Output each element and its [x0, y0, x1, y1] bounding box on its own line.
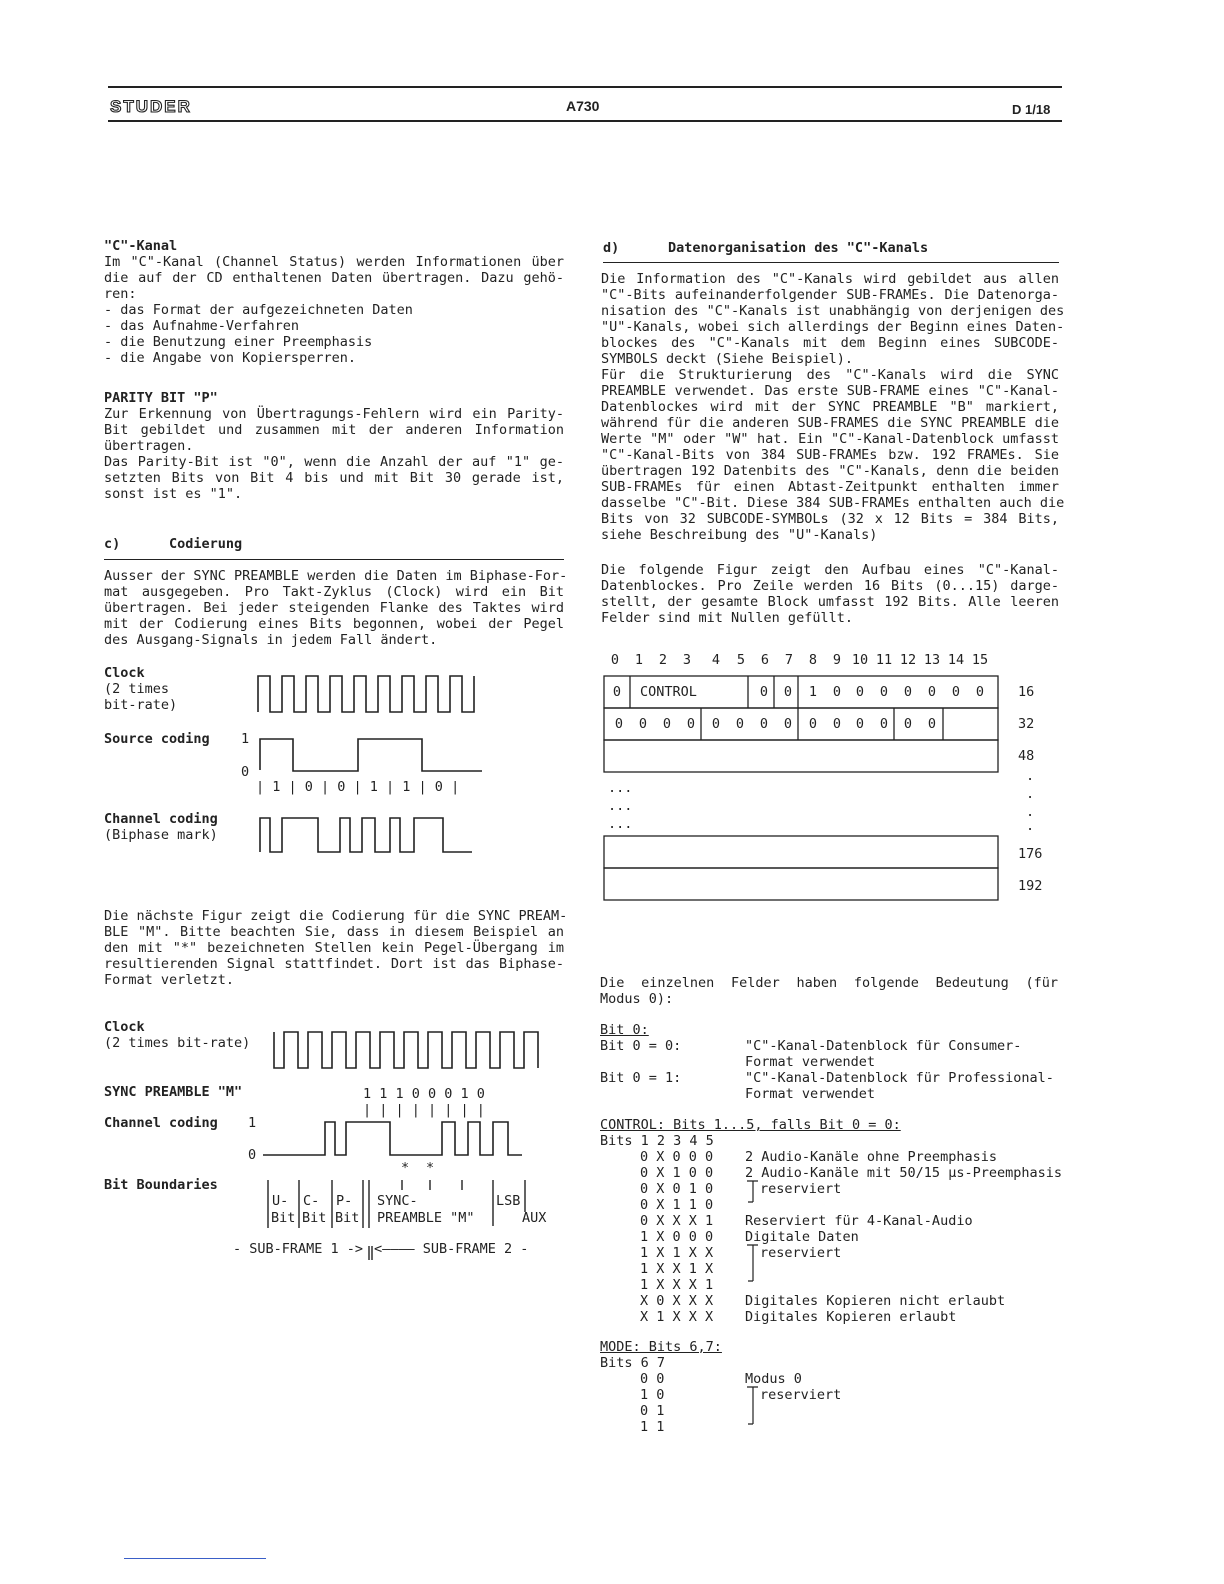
control-title: CONTROL: Bits 1...5, falls Bit 0 = 0:	[600, 1117, 901, 1133]
fig1-clock-sub2: bit-rate)	[104, 697, 178, 713]
parity-title: PARITY BIT "P"	[104, 390, 218, 406]
row2-bit28: 0	[903, 716, 913, 732]
text-line: ren:	[104, 286, 137, 302]
control-desc	[745, 1277, 1062, 1293]
row-label-48: 48	[1018, 748, 1035, 764]
text-line: die auf der CD enthaltenen Daten übertragen. Dazu gehö-	[104, 270, 564, 286]
col-number: 7	[784, 652, 794, 668]
header-bottom-rule	[108, 120, 1062, 122]
text-line: Ausser der SYNC PREAMBLE werden die Daten im Biphase-For-	[104, 568, 568, 584]
text-line: Die einzelnen Felder haben folgende Bedeutung (für	[600, 975, 1058, 991]
section-d-rule	[603, 262, 1059, 263]
text-line: SUB-FRAMEs für einen Abtast-Zeitpunkt enthalten immer	[601, 479, 1059, 495]
mode-reserved-bracket	[744, 1382, 764, 1432]
biphase-coding-figure	[100, 658, 570, 868]
row2-bit20: 0	[711, 716, 721, 732]
column-numbers	[611, 652, 988, 668]
col-number: 0	[610, 652, 620, 668]
text-line: Modus 0):	[600, 991, 674, 1007]
mode-desc: Modus 0	[745, 1371, 802, 1387]
fig2-boundaries-label: Bit Boundaries	[104, 1177, 218, 1193]
text-line: Werte "M" oder "W" hat. Ein "C"-Kanal-Datenblock umfasst	[601, 431, 1059, 447]
control-desc: 2 Audio-Kanäle ohne Preemphasis	[745, 1149, 997, 1165]
footer-rule	[124, 1558, 266, 1559]
row1-bit7: 0	[783, 684, 793, 700]
text-line: Datenblockes wird mit der SYNC PREAMBLE "B" markiert,	[601, 399, 1059, 415]
ckanal-title: "C"-Kanal	[104, 238, 178, 254]
control-bits: X 0 X X X	[640, 1293, 714, 1309]
fig2-sync-word: SYNC-	[377, 1193, 418, 1209]
fig2-subframe1: - SUB-FRAME 1 ->	[233, 1241, 364, 1257]
text-line: "C"-Kanal-Bits von 384 SUB-FRAMEs bzw. 192 FRAMEs. Sie	[601, 447, 1059, 463]
col-number: 4	[711, 652, 721, 668]
row1-bit0: 0	[612, 684, 622, 700]
bit0-key-1: Bit 0 = 1:	[600, 1070, 682, 1086]
col-number: 5	[736, 652, 746, 668]
row1-bit8: 1	[808, 684, 818, 700]
section-c-letter: c)	[104, 536, 121, 552]
control-desc-list	[745, 1149, 1062, 1325]
col-number: 3	[682, 652, 692, 668]
fig2-star-1: *	[401, 1160, 410, 1176]
fig2-lsb: LSB	[496, 1193, 521, 1209]
text-line: blockes des "C"-Kanals mit dem Beginn eines SUBCODE-	[601, 335, 1059, 351]
text-line: sonst ist es "1".	[104, 486, 243, 502]
control-desc: 2 Audio-Kanäle mit 50/15 µs-Preemphasis	[745, 1165, 1062, 1181]
bit0-val-1b: Format verwendet	[745, 1086, 876, 1102]
row1-bit11: 0	[879, 684, 889, 700]
fig2-p-label: P-	[336, 1193, 353, 1209]
text-line: während für die anderen SUB-FRAMES die SYNC PREAMBLE die	[601, 415, 1059, 431]
col-number: 6	[760, 652, 770, 668]
c-channel-block-table	[596, 646, 1066, 906]
text-line: mit der Codierung eines Bits begonnen, wobei der Pegel	[104, 616, 564, 632]
figure-intro-paragraph	[601, 562, 1059, 626]
text-line: mat ausgegeben. Pro Takt-Zyklus (Clock) wird ein Bit	[104, 584, 564, 600]
control-bits: 0 X 1 0 0	[640, 1165, 714, 1181]
page-number: D 1/18	[1012, 102, 1051, 117]
control-desc	[745, 1261, 1062, 1277]
col-number: 15	[971, 652, 989, 668]
fig2-p-bit: Bit	[335, 1210, 360, 1226]
ckanal-paragraph	[104, 254, 564, 366]
text-line: Datenblockes. Pro Zeile werden 16 Bits (0...15) darge-	[601, 578, 1059, 594]
row1-bit9: 0	[832, 684, 842, 700]
control-reserved-brackets	[744, 1176, 764, 1326]
text-line: PREAMBLE verwendet. Das erste SUB-FRAME eines "C"-Kanal-	[601, 383, 1059, 399]
text-line: - die Angabe von Kopiersperren.	[104, 350, 356, 366]
bit0-key-0: Bit 0 = 0:	[600, 1038, 682, 1054]
fig2-level0: 0	[248, 1147, 257, 1163]
col-number: 1	[634, 652, 644, 668]
text-line: Format verletzt.	[104, 972, 235, 988]
fig1-clock-sub1: (2 times	[104, 681, 170, 697]
row2-bit16: 0	[614, 716, 624, 732]
text-line: nisation des "C"-Kanals ist unabhängig von derjenigen des	[601, 303, 1065, 319]
control-desc: reserviert	[760, 1245, 842, 1261]
row1-bit15: 0	[975, 684, 985, 700]
text-line: BLE "M". Bitte beachten Sie, dass in diesem Beispiel an	[104, 924, 564, 940]
col-number: 11	[875, 652, 893, 668]
fig2-u-bit: Bit	[271, 1210, 296, 1226]
control-bits: 0 X 1 1 0	[640, 1197, 714, 1213]
fig1-bit-values: | 1 | 0 | 0 | 1 | 1 | 0 |	[256, 779, 460, 795]
studer-logo: STUDER	[110, 97, 192, 116]
fig2-clock-label: Clock	[104, 1019, 145, 1035]
text-line: übertragen. Bei jeder steigenden Flanke des Taktes wird	[104, 600, 564, 616]
control-bits: 1 X 0 0 0	[640, 1229, 714, 1245]
section-d-title: Datenorganisation des "C"-Kanals	[668, 240, 929, 256]
col-number: 10	[851, 652, 869, 668]
row2-bit27: 0	[879, 716, 889, 732]
text-line: den mit "*" bezeichneten Stellen kein Pegel-Übergang im	[104, 940, 564, 956]
control-bits: 1 X X X 1	[640, 1277, 714, 1293]
text-line: Im "C"-Kanal (Channel Status) werden Informationen über	[104, 254, 564, 270]
text-line: dasselbe "C"-Bit. Diese 384 SUB-FRAMEs enthalten auch die	[601, 495, 1065, 511]
text-line: Zur Erkennung von Übertragungs-Fehlern wird ein Parity-	[104, 406, 564, 422]
fig1-channel-label: Channel coding	[104, 811, 218, 827]
row2-bit22: 0	[759, 716, 769, 732]
ellipsis: ...	[608, 798, 633, 814]
fig1-clock-label: Clock	[104, 665, 145, 681]
text-line: SYMBOLS deckt (Siehe Beispiel).	[601, 351, 853, 367]
control-bits: 1 X X 1 X	[640, 1261, 714, 1277]
sync-paragraph	[104, 908, 568, 988]
bit0-val-1a: "C"-Kanal-Datenblock für Professional-	[745, 1070, 1054, 1086]
meaning-paragraph	[600, 975, 1058, 1007]
text-line: übertragen.	[104, 438, 194, 454]
control-bits-list	[640, 1149, 713, 1325]
dot: .	[1026, 786, 1035, 802]
col-number: 14	[947, 652, 965, 668]
text-line: setzten Bits von Bit 4 bis und mit Bit 30 gerade ist,	[104, 470, 564, 486]
text-line: Die Information des "C"-Kanals wird gebildet aus allen	[601, 271, 1059, 287]
fig2-clock-wave	[274, 1032, 538, 1068]
control-desc: Reserviert für 4-Kanal-Audio	[745, 1213, 973, 1229]
row1-control: CONTROL	[640, 684, 697, 700]
mode-title: MODE: Bits 6,7:	[600, 1339, 722, 1355]
fig1-channel-wave	[260, 818, 472, 852]
mode-bits: 0 1	[640, 1403, 665, 1419]
text-line: stellt, der gesamte Block umfasst 192 Bits. Alle leeren	[601, 594, 1059, 610]
control-bits: 1 X 1 X X	[640, 1245, 714, 1261]
row-label-176: 176	[1018, 846, 1043, 862]
text-line: des Ausgang-Signals in jedem Fall ändert.	[104, 632, 438, 648]
mode-bits: 0 0	[640, 1371, 665, 1387]
fig2-sync-ticks: | | | | | | | |	[363, 1102, 485, 1118]
text-line: "C"-Bits aufeinanderfolgender SUB-FRAMEs. Die Datenorga-	[601, 287, 1059, 303]
ellipsis: ...	[608, 780, 633, 796]
fig2-star-2: *	[426, 1160, 435, 1176]
row2-bit18: 0	[662, 716, 672, 732]
control-desc: Digitale Daten	[745, 1229, 859, 1245]
parity-paragraph	[104, 406, 564, 502]
row2-bit17: 0	[638, 716, 648, 732]
text-line: Bits von 32 SUBCODE-SYMBOLs (32 x 12 Bits = 384 Bits,	[601, 511, 1059, 527]
fig2-level1: 1	[248, 1115, 257, 1131]
col-number: 9	[832, 652, 842, 668]
dot: .	[1026, 818, 1035, 834]
row1-bit13: 0	[927, 684, 937, 700]
control-bits: 0 X X X 1	[640, 1213, 714, 1229]
text-line: - die Benutzung einer Preemphasis	[104, 334, 373, 350]
text-line: Felder sind mit Nullen gefüllt.	[601, 610, 853, 626]
ellipsis: ...	[608, 816, 633, 832]
col-number: 13	[923, 652, 941, 668]
row2-bit29: 0	[927, 716, 937, 732]
text-line: Die folgende Figur zeigt den Aufbau eines "C"-Kanal-	[601, 562, 1059, 578]
col-number: 12	[899, 652, 917, 668]
fig1-level1: 1	[241, 731, 250, 747]
col-number: 8	[808, 652, 818, 668]
text-line: Das Parity-Bit ist "0", wenn die Anzahl der auf "1" ge-	[104, 454, 564, 470]
fig1-level0: 0	[241, 764, 250, 780]
row2-bit19: 0	[686, 716, 696, 732]
section-d-letter: d)	[603, 240, 620, 256]
control-desc: reserviert	[760, 1181, 842, 1197]
model-name: A730	[566, 98, 600, 114]
control-desc: Digitales Kopieren nicht erlaubt	[745, 1293, 1006, 1309]
row2-bit23: 0	[783, 716, 793, 732]
mode-desc: reserviert	[760, 1387, 842, 1403]
control-bits: 0 X 0 0 0	[640, 1149, 714, 1165]
row1-bit14: 0	[951, 684, 961, 700]
mode-bits: 1 1	[640, 1419, 665, 1435]
text-line: Die nächste Figur zeigt die Codierung für die SYNC PREAM-	[104, 908, 568, 924]
fig2-sync-label: SYNC PREAMBLE "M"	[104, 1084, 243, 1100]
fig2-sync-bits: 1 1 1 0 0 0 1 0	[363, 1086, 485, 1102]
row1-bit12: 0	[903, 684, 913, 700]
table-grid	[604, 676, 998, 900]
row2-bit25: 0	[832, 716, 842, 732]
fig2-aux: AUX	[522, 1210, 547, 1226]
fig1-channel-sub: (Biphase mark)	[104, 827, 218, 843]
mode-head: Bits 6 7	[600, 1355, 666, 1371]
organisation-paragraph	[601, 271, 1065, 543]
control-head: Bits 1 2 3 4 5	[600, 1133, 714, 1149]
bit0-val-0b: Format verwendet	[745, 1054, 876, 1070]
row1-bit6: 0	[759, 684, 769, 700]
control-desc: Digitales Kopieren erlaubt	[745, 1309, 957, 1325]
fig1-clock-wave	[258, 676, 474, 712]
fig2-subframe2: <———— SUB-FRAME 2 -	[374, 1241, 529, 1257]
text-line: siehe Beschreibung des "U"-Kanals)	[601, 527, 878, 543]
fig1-source-label: Source coding	[104, 731, 210, 747]
row1-bit10: 0	[855, 684, 865, 700]
col-number: 2	[658, 652, 668, 668]
bit0-title: Bit 0:	[600, 1022, 649, 1038]
fig2-channel-label: Channel coding	[104, 1115, 218, 1131]
control-bits: 0 X 0 1 0	[640, 1181, 714, 1197]
section-c-rule	[104, 559, 564, 560]
fig2-channel-wave	[263, 1122, 522, 1155]
dot: .	[1026, 804, 1035, 820]
mode-bits: 1 0	[640, 1387, 665, 1403]
text-line: Für die Strukturierung des "C"-Kanals wird die SYNC	[601, 367, 1059, 383]
control-desc	[745, 1197, 1062, 1213]
fig2-c-label: C-	[303, 1193, 320, 1209]
fig2-clock-sub: (2 times bit-rate)	[104, 1035, 251, 1051]
fig2-preamble-m: PREAMBLE "M"	[377, 1210, 475, 1226]
text-line: resultierenden Signal stattfindet. Dort ist das Biphase-	[104, 956, 564, 972]
text-line: "U"-Kanals, wobei sich allerdings der Beginn eines Daten-	[601, 319, 1065, 335]
row-label-192: 192	[1018, 878, 1043, 894]
row2-bit26: 0	[855, 716, 865, 732]
section-c-title: Codierung	[169, 536, 243, 552]
bit0-val-0a: "C"-Kanal-Datenblock für Consumer-	[745, 1038, 1022, 1054]
fig2-c-bit: Bit	[302, 1210, 327, 1226]
text-line: - das Aufnahme-Verfahren	[104, 318, 300, 334]
dot: .	[1026, 768, 1035, 784]
row-label-16: 16	[1018, 684, 1035, 700]
row-label-32: 32	[1018, 716, 1035, 732]
coding-paragraph	[104, 568, 568, 648]
text-line: Bit gebildet und zusammen mit der anderen Information	[104, 422, 564, 438]
mode-bits-list	[640, 1371, 664, 1435]
text-line: - das Format der aufgezeichneten Daten	[104, 302, 413, 318]
header-top-rule	[108, 86, 1062, 88]
fig1-source-wave	[260, 739, 482, 771]
control-bits: X 1 X X X	[640, 1309, 714, 1325]
fig2-u-label: U-	[272, 1193, 289, 1209]
row2-bit21: 0	[735, 716, 745, 732]
row2-bit24: 0	[808, 716, 818, 732]
text-line: übertragen 192 Datenbits des "C"-Kanals, denn die beiden	[601, 463, 1059, 479]
sync-preamble-figure	[100, 1012, 560, 1264]
